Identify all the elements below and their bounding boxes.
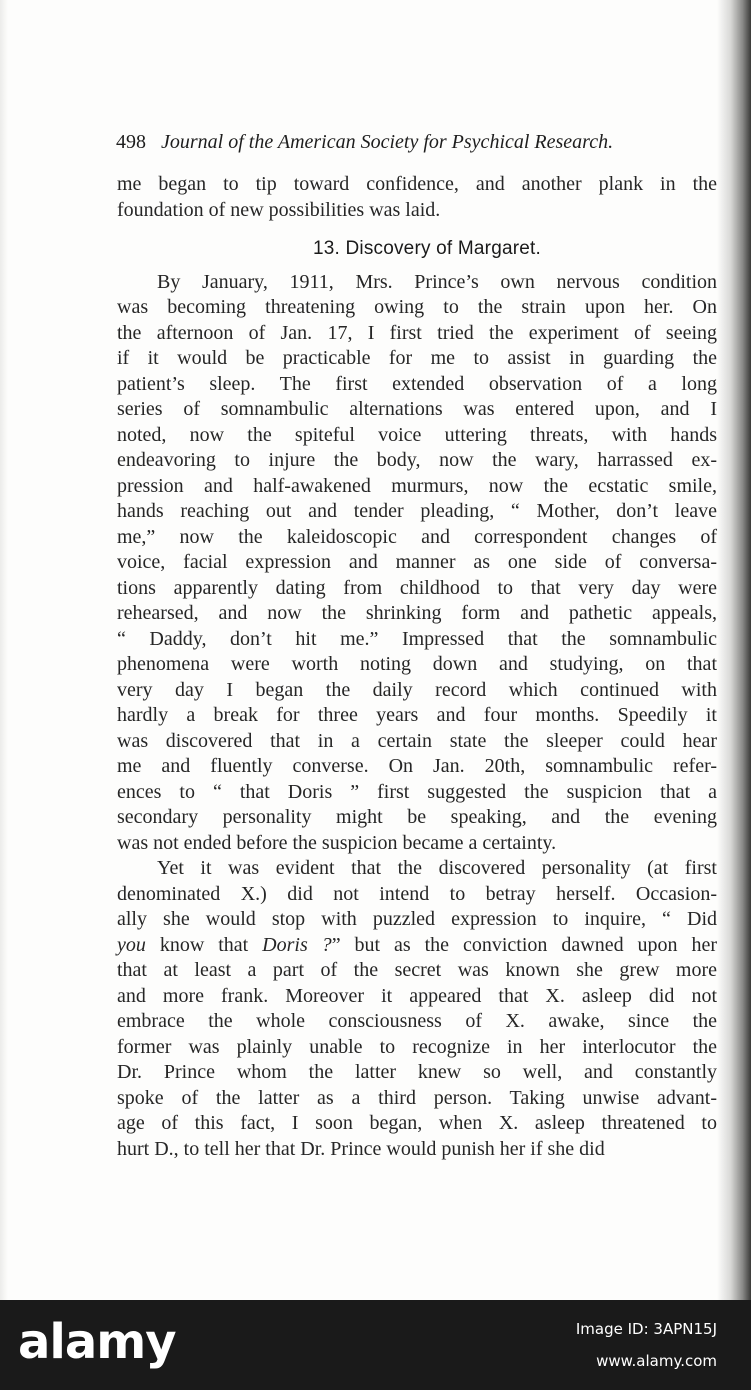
text-line: rehearsed, and now the shrinking form and pathetic appeals, <box>117 602 717 624</box>
page-left-shadow <box>0 0 8 1300</box>
text-line: By January, 1911, Mrs. Prince’s own nervous condition <box>157 270 717 293</box>
text-line: ally she would stop with puzzled expression to inquire, “ Did <box>117 908 717 930</box>
text-line: patient’s sleep. The first extended observation of a long <box>117 372 717 395</box>
text-line: was not ended before the suspicion became a certainty. <box>117 831 557 854</box>
page-gutter-shadow <box>717 0 751 1300</box>
text-line: was becoming threatening owing to the strain upon her. On <box>117 296 717 318</box>
text-segment: Doris ? <box>262 933 332 956</box>
text-line: was discovered that in a certain state the sleeper could hear <box>117 729 717 752</box>
text-line: series of somnambulic alternations was entered upon, and I <box>117 398 717 420</box>
stock-watermark-bar <box>0 1300 751 1390</box>
continuation-paragraph <box>117 172 717 223</box>
text-line: age of this fact, I soon began, when X. asleep threatened to <box>117 1112 717 1134</box>
text-line: spoke of the latter as a third person. Taking unwise advant- <box>117 1086 717 1109</box>
text-line: ences to “ that Doris ” first suggested the suspicion that a <box>117 780 717 803</box>
text-line: Dr. Prince whom the latter knew so well, and constantly <box>117 1061 717 1083</box>
text-line: Yet it was evident that the discovered personality (at first <box>157 857 717 879</box>
alamy-logo: alamy <box>18 1314 176 1370</box>
text-line: hardly a break for three years and four months. Speedily it <box>117 704 717 726</box>
text-line: noted, now the spiteful voice uttering threats, with hands <box>117 423 717 446</box>
text-line: embrace the whole consciousness of X. awake, since the <box>117 1010 717 1032</box>
text-line: secondary personality might be speaking, and the evening <box>117 806 717 828</box>
watermark-url: www.alamy.com <box>596 1352 717 1370</box>
running-head <box>116 131 706 154</box>
text-line: denominated X.) did not intend to betray herself. Occasion- <box>117 882 717 905</box>
text-line: if it would be practicable for me to assist in guarding the <box>117 347 717 369</box>
text-line <box>117 933 717 959</box>
paragraph-discovery <box>117 270 717 857</box>
text-line: me began to tip toward confidence, and another plank in the <box>117 173 717 195</box>
text-line: pression and half-awakened murmurs, now the ecstatic smile, <box>117 474 717 497</box>
text-line: and more frank. Moreover it appeared that X. asleep did not <box>117 984 717 1007</box>
text-line: voice, facial expression and manner as one side of conversa- <box>117 551 717 573</box>
journal-title: Journal of the American Society for Psychical Research. <box>161 131 614 153</box>
text-line: the afternoon of Jan. 17, I first tried the experiment of seeing <box>117 321 717 344</box>
text-line: that at least a part of the secret was known she grew more <box>117 959 717 981</box>
text-line: former was plainly unable to recognize in her interlocutor the <box>117 1035 717 1058</box>
text-segment: you <box>117 933 146 956</box>
body-text <box>117 172 717 1162</box>
page-number: 498 <box>116 131 146 153</box>
text-line: hurt D., to tell her that Dr. Prince would punish her if she did <box>117 1137 605 1160</box>
text-line: me and fluently converse. On Jan. 20th, somnambulic refer- <box>117 755 717 777</box>
text-line: phenomena were worth noting down and studying, on that <box>117 653 717 675</box>
text-segment: know that <box>145 933 263 956</box>
text-line: endeavoring to injure the body, now the wary, harrassed ex- <box>117 449 717 471</box>
text-line: foundation of new possibilities was laid. <box>117 198 441 221</box>
text-line: very day I began the daily record which continued with <box>117 678 717 701</box>
text-line: hands reaching out and tender pleading, “ Mother, don’t leave <box>117 500 717 522</box>
section-heading: 13. Discovery of Margaret. <box>312 238 541 259</box>
text-line: me,” now the kaleidoscopic and correspondent changes of <box>117 525 717 548</box>
text-line: tions apparently dating from childhood to that very day were <box>117 576 717 599</box>
paragraph-evident <box>117 856 717 1162</box>
text-segment: ” but as the conviction dawned upon her <box>331 933 717 956</box>
image-id-label: Image ID: 3APN15J <box>575 1320 717 1338</box>
text-line: “ Daddy, don’t hit me.” Impressed that the somnambulic <box>117 627 717 650</box>
